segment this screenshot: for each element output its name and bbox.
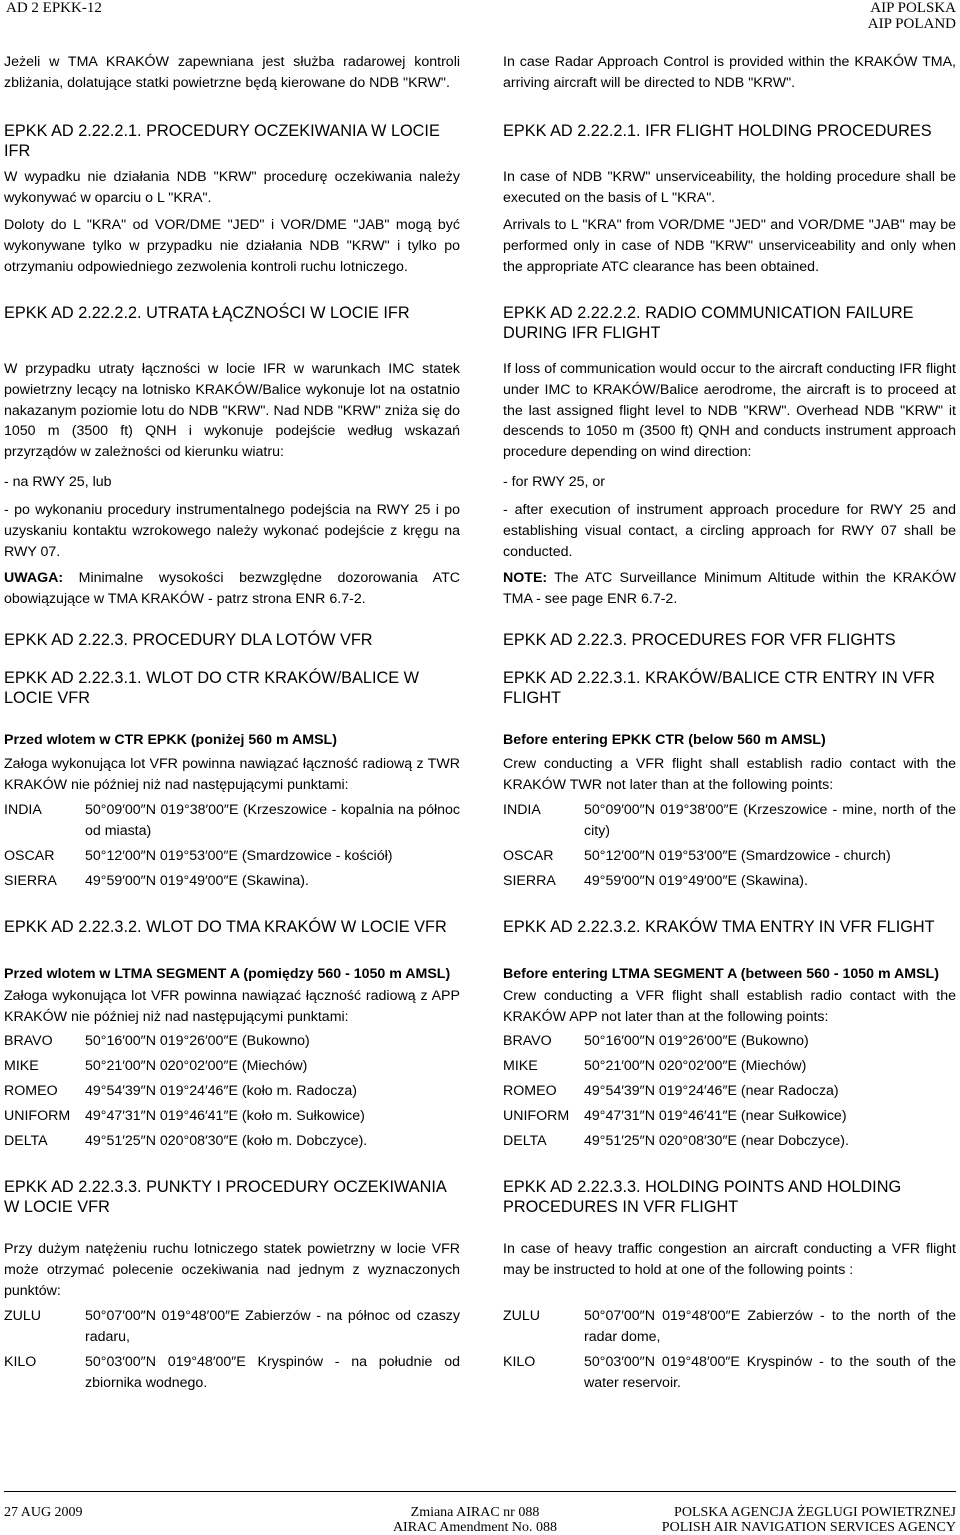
point-name: MIKE bbox=[4, 1058, 39, 1074]
point-coords: 50°16′00″N 019°26′00″E (Bukowno) bbox=[584, 1033, 809, 1049]
point-coords: 49°54′39″N 019°24′46″E (near Radocza) bbox=[584, 1083, 839, 1099]
en-heading-comm-failure: EPKK AD 2.22.2.2. RADIO COMMUNICATION FAILURE DURING IFR FLIGHT bbox=[503, 304, 914, 343]
pl-note-text: Minimalne wysokości bezwzględne dozorowania ATC obowiązujące w TMA KRAKÓW - patrz strona ENR 6.7-2. bbox=[4, 570, 460, 607]
point-name: KILO bbox=[4, 1354, 37, 1370]
aip-title bbox=[868, 0, 956, 32]
footer-amendment-en: AIRAC Amendment No. 088 bbox=[392, 1520, 558, 1535]
point-name: ROMEO bbox=[4, 1083, 58, 1099]
pl-list-item-2: - po wykonaniu procedury instrumentalnego podejścia na RWY 25 i po uzyskaniu kontaktu wzrokowego należy wykonać podejście z kręgu na RWY 07. bbox=[4, 502, 460, 560]
point-name: KILO bbox=[503, 1354, 536, 1370]
pl-note-label: UWAGA: bbox=[4, 570, 64, 586]
pl-heading-ifr-holding: EPKK AD 2.22.2.1. PROCEDURY OCZEKIWANIA W LOCIE IFR bbox=[4, 122, 440, 161]
footer-amendment-pl: Zmiana AIRAC nr 088 bbox=[410, 1505, 540, 1520]
footer-agency bbox=[662, 1505, 956, 1535]
pl-holding-para-1: W wypadku nie działania NDB "KRW" procedurę oczekiwania należy wykonywać w oparciu o L "KRA". bbox=[4, 169, 460, 206]
aip-title-pl: AIP POLSKA bbox=[870, 0, 956, 16]
en-vfr-holding-para: In case of heavy traffic congestion an aircraft conducting a VFR flight may be instructed to hold at one of the following points : bbox=[503, 1241, 956, 1278]
point-name: SIERRA bbox=[4, 873, 57, 889]
point-name: ZULU bbox=[4, 1308, 42, 1324]
en-note-text: The ATC Surveillance Minimum Altitude within the KRAKÓW TMA - see page ENR 6.7-2. bbox=[503, 570, 956, 607]
en-heading-ctr-entry: EPKK AD 2.22.3.1. KRAKÓW/BALICE CTR ENTRY IN VFR FLIGHT bbox=[503, 669, 935, 708]
point-coords: 50°09′00″N 019°38′00″E (Krzeszowice - kopalnia na północ od miasta) bbox=[85, 802, 460, 839]
pl-comm-failure-para: W przypadku utraty łączności w locie IFR w warunkach IMC statek powietrzny lecący na lotnisko KRAKÓW/Balice wykonuje lot na ostatnio nakazanym poziomie lotu do NDB "KRW". Nad NDB "KRW" zniża się do 1050 m (3500 ft) QNH i wykonuje podejście według wskazań przyrządów w zależności od kierunku wiatru: bbox=[4, 361, 460, 461]
point-coords: 49°54′39″N 019°24′46″E (koło m. Radocza) bbox=[85, 1083, 357, 1099]
en-list-item-1: - for RWY 25, or bbox=[503, 474, 605, 490]
point-name: ROMEO bbox=[503, 1083, 557, 1099]
en-tma-para: Crew conducting a VFR flight shall establish radio contact with the KRAKÓW APP not later than at the following points: bbox=[503, 988, 956, 1025]
pl-heading-vfr: EPKK AD 2.22.3. PROCEDURY DLA LOTÓW VFR bbox=[4, 631, 373, 649]
pl-intro: Jeżeli w TMA KRAKÓW zapewniana jest służba radarowej kontroli zbliżania, dolatujące statki powietrzne będą kierowane do NDB "KRW". bbox=[4, 54, 460, 91]
pl-heading-ctr-entry: EPKK AD 2.22.3.1. WLOT DO CTR KRAKÓW/BALICE W LOCIE VFR bbox=[4, 669, 419, 708]
en-comm-failure-para: If loss of communication would occur to the aircraft conducting IFR flight under IMC to KRAKÓW/Balice aerodrome, the aircraft is to proceed at the last assigned flight level to NDB "KRW". Overhead NDB "KRW" it descends to 1050 m (3500 ft) QNH and conducts instrument approach procedure depending on wind direction: bbox=[503, 361, 956, 461]
pl-heading-comm-failure: EPKK AD 2.22.2.2. UTRATA ŁĄCZNOŚCI W LOCIE IFR bbox=[4, 304, 410, 322]
pl-vfr-holding-para: Przy dużym natężeniu ruchu lotniczego statek powietrzny w locie VFR może otrzymać polecenie oczekiwania nad jednym z wyznaczonych punktów: bbox=[4, 1241, 460, 1299]
point-coords: 50°16′00″N 019°26′00″E (Bukowno) bbox=[85, 1033, 310, 1049]
en-note-label: NOTE: bbox=[503, 570, 548, 586]
en-heading-vfr-holding: EPKK AD 2.22.3.3. HOLDING POINTS AND HOLDING PROCEDURES IN VFR FLIGHT bbox=[503, 1178, 902, 1217]
footer-divider bbox=[4, 1491, 956, 1492]
point-name: BRAVO bbox=[4, 1033, 53, 1049]
point-name: DELTA bbox=[503, 1133, 547, 1149]
pl-subheading-tma: Przed wlotem w LTMA SEGMENT A (pomiędzy 560 - 1050 m AMSL) bbox=[4, 966, 451, 982]
point-coords: 50°21′00″N 020°02′00″E (Miechów) bbox=[85, 1058, 308, 1074]
point-coords: 49°47′31″N 019°46′41″E (koło m. Sułkowice) bbox=[85, 1108, 365, 1124]
point-name: DELTA bbox=[4, 1133, 48, 1149]
point-coords: 49°51′25″N 020°08′30″E (koło m. Dobczyce). bbox=[85, 1133, 368, 1149]
en-holding-para-2: Arrivals to L "KRA" from VOR/DME "JED" and VOR/DME "JAB" may be performed only in case of NDB "KRW" unserviceability and only when the appropriate ATC clearance has been obtained. bbox=[503, 217, 956, 275]
point-coords: 49°51′25″N 020°08′30″E (near Dobczyce). bbox=[584, 1133, 849, 1149]
pl-subheading-ctr: Przed wlotem w CTR EPKK (poniżej 560 m AMSL) bbox=[4, 732, 337, 748]
point-coords: 50°12′00″N 019°53′00″E (Smardzowice - kościół) bbox=[85, 848, 393, 864]
point-coords: 50°07′00″N 019°48′00″E Zabierzów - to the north of the radar dome, bbox=[584, 1308, 956, 1345]
pl-holding-para-2: Doloty do L "KRA" od VOR/DME "JED" i VOR/DME "JAB" mogą być wykonywane tylko w przypadku nie działania NDB "KRW" i tylko po otrzymaniu odpowiedniego zezwolenia kontroli ruchu lotniczego. bbox=[4, 217, 460, 275]
en-holding-para-1: In case of NDB "KRW" unserviceability, the holding procedure shall be executed on the basis of L "KRA". bbox=[503, 169, 956, 206]
page-id: AD 2 EPKK-12 bbox=[6, 0, 102, 16]
point-coords: 50°21′00″N 020°02′00″E (Miechów) bbox=[584, 1058, 807, 1074]
point-name: INDIA bbox=[4, 802, 42, 818]
footer-agency-en: POLISH AIR NAVIGATION SERVICES AGENCY bbox=[661, 1520, 956, 1535]
point-name: MIKE bbox=[503, 1058, 538, 1074]
point-name: UNIFORM bbox=[503, 1108, 570, 1124]
en-ctr-para: Crew conducting a VFR flight shall establish radio contact with the KRAKÓW TWR not later than at the following points: bbox=[503, 756, 956, 793]
footer-amendment bbox=[375, 1505, 575, 1535]
point-coords: 50°07′00″N 019°48′00″E Zabierzów - na północ od czaszy radaru, bbox=[85, 1308, 460, 1345]
point-name: OSCAR bbox=[4, 848, 55, 864]
footer-date: 27 AUG 2009 bbox=[4, 1505, 83, 1520]
point-name: INDIA bbox=[503, 802, 541, 818]
en-heading-vfr: EPKK AD 2.22.3. PROCEDURES FOR VFR FLIGHTS bbox=[503, 631, 896, 649]
pl-heading-vfr-holding: EPKK AD 2.22.3.3. PUNKTY I PROCEDURY OCZEKIWANIA W LOCIE VFR bbox=[4, 1178, 446, 1217]
point-name: ZULU bbox=[503, 1308, 541, 1324]
point-coords: 49°47′31″N 019°46′41″E (near Sułkowice) bbox=[584, 1108, 847, 1124]
en-intro: In case Radar Approach Control is provided within the KRAKÓW TMA, arriving aircraft will be directed to NDB "KRW". bbox=[503, 54, 956, 91]
en-list-item-2: - after execution of instrument approach procedure for RWY 25 and establishing visual contact, a circling approach for RWY 07 shall be conducted. bbox=[503, 502, 956, 560]
point-name: BRAVO bbox=[503, 1033, 552, 1049]
point-coords: 49°59′00″N 019°49′00″E (Skawina). bbox=[584, 873, 808, 889]
point-coords: 50°09′00″N 019°38′00″E (Krzeszowice - mine, north of the city) bbox=[584, 802, 956, 839]
point-coords: 50°03′00″N 019°48′00″E Kryspinów - na południe od zbiornika wodnego. bbox=[85, 1354, 460, 1391]
en-heading-ifr-holding: EPKK AD 2.22.2.1. IFR FLIGHT HOLDING PROCEDURES bbox=[503, 122, 932, 140]
point-name: UNIFORM bbox=[4, 1108, 71, 1124]
pl-heading-tma-entry: EPKK AD 2.22.3.2. WLOT DO TMA KRAKÓW W LOCIE VFR bbox=[4, 918, 447, 936]
pl-tma-para: Załoga wykonująca lot VFR powinna nawiązać łączność radiową z APP KRAKÓW nie później niż nad następującymi punktami: bbox=[4, 988, 460, 1025]
en-note bbox=[503, 568, 956, 610]
point-coords: 50°12′00″N 019°53′00″E (Smardzowice - church) bbox=[584, 848, 891, 864]
pl-note bbox=[4, 568, 460, 610]
en-subheading-tma: Before entering LTMA SEGMENT A (between 560 - 1050 m AMSL) bbox=[503, 966, 939, 982]
en-heading-tma-entry: EPKK AD 2.22.3.2. KRAKÓW TMA ENTRY IN VFR FLIGHT bbox=[503, 918, 935, 936]
pl-list-item-1: - na RWY 25, lub bbox=[4, 474, 112, 490]
point-coords: 50°03′00″N 019°48′00″E Kryspinów - to the south of the water reservoir. bbox=[584, 1354, 956, 1391]
pl-ctr-para: Załoga wykonująca lot VFR powinna nawiązać łączność radiową z TWR KRAKÓW nie później niż nad następującymi punktami: bbox=[4, 756, 460, 793]
point-name: SIERRA bbox=[503, 873, 556, 889]
aip-title-en: AIP POLAND bbox=[867, 16, 956, 32]
en-subheading-ctr: Before entering EPKK CTR (below 560 m AMSL) bbox=[503, 732, 826, 748]
point-name: OSCAR bbox=[503, 848, 554, 864]
point-coords: 49°59′00″N 019°49′00″E (Skawina). bbox=[85, 873, 309, 889]
footer-agency-pl: POLSKA AGENCJA ŻEGLUGI POWIETRZNEJ bbox=[674, 1505, 956, 1520]
